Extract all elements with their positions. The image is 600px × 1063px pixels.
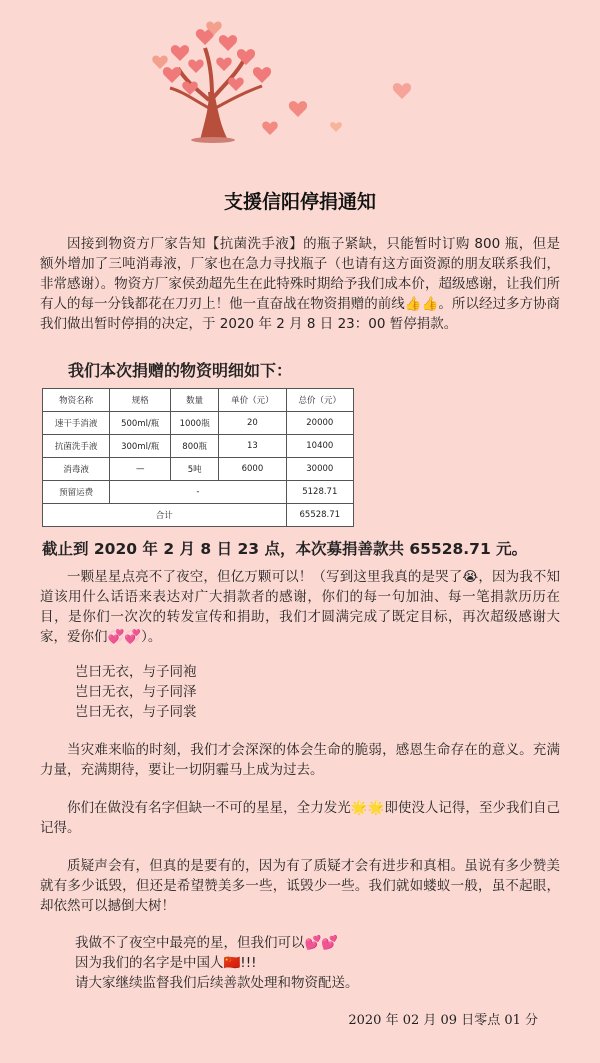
- table-cell: 5128.71: [286, 481, 353, 504]
- table-header: 物资名称: [43, 389, 110, 412]
- table-row-shipping: [43, 481, 354, 504]
- table-cell: —: [110, 458, 171, 481]
- table-cell: 13: [219, 435, 286, 458]
- intro-paragraph: 因接到物资方厂家告知【抗菌洗手液】的瓶子紧缺，只能暂时订购 800 瓶，但是额外增加了三吨消毒液，厂家也在急力寻找瓶子（也请有这方面资源的朋友联系我们，非常感谢）。物资方厂家侯劲超先生在此特殊时期给予我们成本价，超级感谢，让我们所有人的每一分钱都花在刀刃上！他一直奋战在物资捐赠的前线👍👍。所以经过多方协商我们做出暂时停捐的决定，于 2020 年 2 月 8 日 23：00 暂停捐款。: [40, 236, 560, 332]
- table-header: 数量: [171, 389, 219, 412]
- disaster-paragraph: 当灾难来临的时刻，我们才会深深的体会生命的脆弱，感恩生命存在的意义。充满力量，充满期待，要让一切阴霾马上成为过去。: [40, 742, 560, 778]
- table-cell: 30000: [286, 458, 353, 481]
- donation-items-table: [42, 388, 354, 527]
- poem-line: 岂曰无衣，与子同泽: [75, 684, 197, 700]
- thanks-paragraph: 一颗星星点亮不了夜空，但亿万颗可以！（写到这里我真的是哭了😭，因为我不知道该用什么话语来表达对广大捐款者的感谢，你们的每一句加油、每一笔捐款历历在目，是你们一次次的转发宣传和捐助，我们才圆满完成了既定目标，再次超级感谢大家，爱你们💞💞）。: [40, 569, 560, 645]
- section-title: 我们本次捐赠的物资明细如下：: [68, 361, 293, 380]
- heart-icon: [171, 45, 189, 61]
- table-cell: 6000: [219, 458, 286, 481]
- page-title: 支援信阳停捐通知: [223, 191, 376, 213]
- table-cell: 10400: [286, 435, 353, 458]
- closing-line: 我做不了夜空中最亮的星，但我们可以💕💕: [75, 935, 339, 951]
- heart-icon: [152, 55, 167, 69]
- table-cell: 20: [219, 412, 286, 435]
- heart-icon: [262, 121, 277, 135]
- heart-tree-illustration: [0, 0, 600, 180]
- table-row-sum: [43, 504, 354, 527]
- heart-icon: [228, 77, 243, 91]
- table-cell: 合计: [43, 504, 287, 527]
- table-header: 单价（元）: [219, 389, 286, 412]
- table-header: 规格: [110, 389, 171, 412]
- closing-line: 因为我们的名字是中国人🇨🇳!!!: [75, 955, 257, 971]
- heart-icon: [188, 59, 203, 73]
- table-cell: 1000瓶: [171, 412, 219, 435]
- poem-line: 岂曰无衣，与子同裳: [75, 704, 197, 720]
- table-cell: 速干手消液: [43, 412, 110, 435]
- table-cell: 消毒液: [43, 458, 110, 481]
- heart-icon: [237, 49, 255, 65]
- closing-line: 请大家继续监督我们后续善款处理和物资配送。: [75, 975, 359, 991]
- heart-icon: [216, 57, 231, 71]
- donation-total-line: 截止到 2020 年 2 月 8 日 23 点，本次募捐善款共 65528.71 元。: [42, 540, 528, 558]
- table-cell: 300ml/瓶: [110, 435, 171, 458]
- table-header: 总价（元）: [286, 389, 353, 412]
- heart-icon: [330, 122, 342, 132]
- table-row: [43, 435, 354, 458]
- table-cell: 65528.71: [286, 504, 353, 527]
- heart-icon: [163, 67, 181, 83]
- heart-icon: [253, 67, 271, 83]
- table-cell: -: [110, 481, 286, 504]
- stars-paragraph: 你们在做没有名字但缺一不可的星星，全力发光🌟🌟即使没人记得，至少我们自己记得。: [40, 800, 560, 836]
- table-cell: 20000: [286, 412, 353, 435]
- heart-icon: [219, 35, 237, 51]
- heart-icon: [393, 83, 411, 99]
- table-header-row: [43, 389, 354, 412]
- table-cell: 5吨: [171, 458, 219, 481]
- table-cell: 500ml/瓶: [110, 412, 171, 435]
- table-row: [43, 412, 354, 435]
- table-cell: 预留运费: [43, 481, 110, 504]
- floating-hearts: [262, 83, 411, 135]
- signature-date: 2020 年 02 月 09 日零点 01 分: [348, 1013, 538, 1028]
- doubt-paragraph: 质疑声会有，但真的是要有的，因为有了质疑才会有进步和真相。虽说有多少赞美就有多少诋毁，但还是希望赞美多一些，诋毁少一些。我们就如蝼蚁一般，虽不起眼，却依然可以撼倒大树！: [40, 858, 560, 914]
- table-cell: 抗菌洗手液: [43, 435, 110, 458]
- table-row: [43, 458, 354, 481]
- table-cell: 800瓶: [171, 435, 219, 458]
- heart-icon: [289, 101, 307, 117]
- poem-line: 岂曰无衣，与子同袍: [75, 664, 197, 680]
